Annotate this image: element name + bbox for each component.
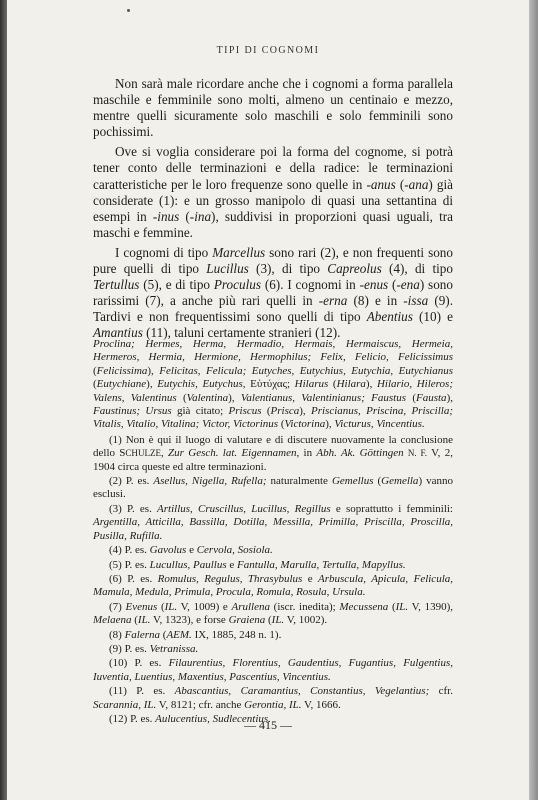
paragraph-1: Non sarà male ricordare anche che i cognomi a forma parallela maschile e femminile sono molti, almeno un centinaio e mezzo, mentre quelli sicuramente solo maschili e solo femminili sono pochissimi. (93, 76, 453, 140)
footnote-continuation: Proclina; Hermes, Herma, Hermadio, Hermais, Hermaiscus, Hermeia, Hermeros, Hermia, Hermione, Hermophilus; Felix, Felicio, Felicissimus (Felicissima), Felicitas, Felicula; Eutyches, Eutychius, Eutychia, Eutychianus (Eutychiane), Eutychis, Eutychus, Εὐτύχας; Hilarus (Hilara), Hilario, Hileros; Valens, Valentinus (Valentina), Valentianus, Valentinianus; Faustus (Fausta), Faustinus; Ursus già citato; Priscus (Prisca), Priscianus, Priscina, Priscilla; Vitalis, Vitalio, Vitalina; Victor, Victorinus (Victorina), Victurus, Vincentius. (93, 338, 453, 431)
footnotes-section (93, 338, 453, 727)
footnote-11: (11) P. es. Abascantius, Caramantius, Constantius, Vegelantius; cfr. Scarannia, IL. V, 8121; cfr. anche Gerontia, IL. V, 1666. (93, 685, 453, 711)
footnote-6: (6) P. es. Romulus, Regulus, Thrasybulus e Arbuscula, Apicula, Felicula, Mamula, Medula, Primula, Procula, Romula, Rosula, Ursula. (93, 572, 453, 599)
footnote-4: (4) P. es. Gavolus e Cervola, Sosiola. (109, 544, 273, 557)
footnote-8: (8) Falerna (AEM. IX, 1885, 248 n. 1). (109, 628, 282, 641)
running-head: TIPI DI COGNOMI (216, 45, 320, 56)
left-page-gutter (0, 0, 7, 800)
footnote-10: (10) P. es. Filaurentius, Florentius, Gaudentius, Fugantius, Fulgentius, Iuventia, Luentius, Maxentius, Pascentius, Vincentius. (93, 657, 453, 683)
print-speck (127, 9, 130, 12)
footnote-3: (3) P. es. Artillus, Cruscillus, Lucillus, Regillus e soprattutto i femminili: Argentilla, Atticilla, Bassilla, Dotilla, Messilla, Primilla, Priscilla, Proscilla, Pusilla, Rufilla. (93, 502, 453, 542)
page-number: — 415 — (244, 718, 292, 732)
footnote-5: (5) P. es. Lucullus, Paullus e Fantulla, Marulla, Tertulla, Mapyllus. (109, 558, 406, 571)
footnote-2: (2) P. es. Asellus, Nigella, Rufella; naturalmente Gemellus (Gemella) vanno esclusi. (93, 475, 453, 501)
footnote-7: (7) Evenus (IL. V, 1009) e Arullena (iscr. inedita); Mecussena (IL. V, 1390), Melaena (IL. V, 1323), e forse Graiena (IL. V, 1002). (93, 600, 453, 627)
footnote-1: (1) Non è qui il luogo di valutare e di discutere nuovamente la conclusione dello SCHULZE, Zur Gesch. lat. Eigennamen, in Abh. Ak. Göttingen N. F. V, 2, 1904 circa queste ed altre terminazioni. (93, 433, 453, 473)
paragraph-2: Ove si voglia considerare poi la forma del cognome, si potrà tener conto delle terminazioni e della radice: le terminazioni caratteristiche per le loro frequenze sono quelle in -anus (-ana) già considerate (1): e un grosso manipolo di quasi una settantina di esempi in -inus (-ina), suddivisi in proporzioni quasi uguali, tra maschi e femmine. (93, 144, 453, 240)
footnote-12: (12) P. es. Aulucentius, Sudlecentius. (109, 712, 271, 725)
main-text (93, 76, 453, 346)
book-page (7, 0, 529, 800)
right-page-edge (529, 0, 538, 800)
footnote-9: (9) P. es. Vetranissa. (109, 642, 199, 655)
paragraph-3: I cognomi di tipo Marcellus sono rari (2), e non frequenti sono pure quelli di tipo Lucillus (3), di tipo Capreolus (4), di tipo Tertullus (5), e di tipo Proculus (6). I cognomi in -enus (-ena) sono rarissimi (7), a anche più rari quelli in -erna (8) e in -issa (9). Tardivi e non frequentissimi sono quelli di tipo Abentius (10) e Amantius (11), taluni certamente stranieri (12). (93, 244, 453, 341)
